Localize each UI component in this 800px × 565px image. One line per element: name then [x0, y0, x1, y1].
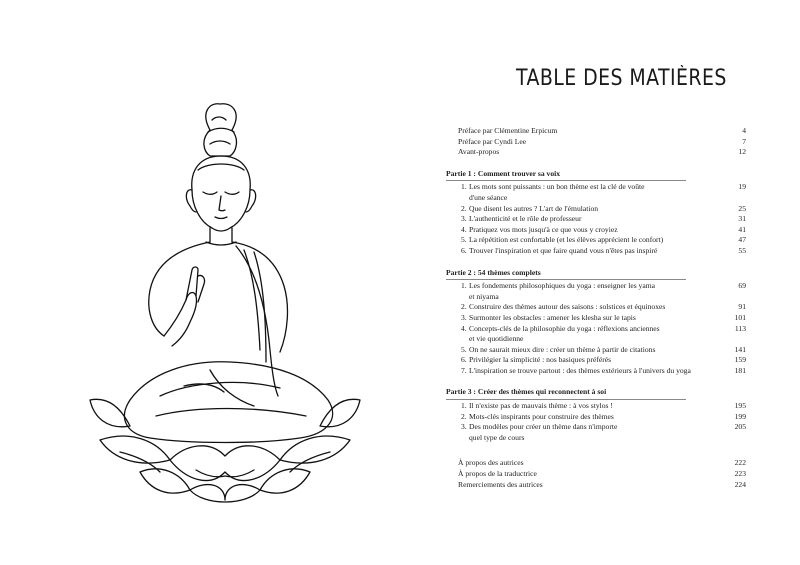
- page-title: TABLE DES MATIÈRES: [516, 66, 727, 91]
- toc-entry: 7. L'inspiration se trouve partout : des thèmes extérieurs à l'univers du yoga 181: [461, 365, 746, 375]
- toc-entry-continued: d'une séance: [469, 192, 508, 202]
- part-rule: [446, 399, 686, 400]
- part-heading: Partie 3 : Créer des thèmes qui reconnectent à soi: [446, 387, 607, 397]
- toc-entry: 6. Privilégier la simplicité : nos basiques préférés 159: [461, 355, 746, 365]
- toc-entry: 1. Les fondements philosophiques du yoga : enseigner les yama 69: [461, 281, 746, 291]
- toc-entry: 6. Trouver l'inspiration et que faire quand vous n'êtes pas inspiré 55: [461, 245, 746, 255]
- toc-entry-back: À propos de la traductrice 223: [458, 469, 746, 479]
- toc-entry-front: [446, 137, 746, 148]
- part-heading: Partie 1 : Comment trouver sa voix: [446, 168, 561, 178]
- entry-label: Préface par Clémentine Erpicum: [458, 126, 558, 135]
- toc-entry: 5. On ne saurait mieux dire : créer un thème à partir de citations 141: [461, 344, 746, 354]
- toc-entry: 3. L'authenticité et le rôle de professeur 31: [461, 214, 746, 224]
- toc-entry: 3. Des modèles pour créer un thème dans n'importe 205: [461, 422, 746, 432]
- part-rule: [446, 180, 686, 181]
- entry-label: Avant-propos: [458, 147, 500, 157]
- toc-entry: 1. Les mots sont puissants : un bon thème est la clé de voûte 19: [461, 182, 746, 192]
- toc-entry-front: [446, 126, 746, 137]
- toc-entry-front: [446, 147, 746, 158]
- toc-entry: 4. Concepts-clés de la philosophie du yoga : réflexions anciennes 113: [461, 323, 746, 333]
- toc-entry-continued: et vie quotidienne: [469, 334, 524, 344]
- entry-page: 4: [742, 126, 746, 135]
- entry-page: 12: [738, 147, 746, 157]
- toc-entry-continued: et niyama: [469, 291, 499, 301]
- toc-entry: 3. Surmonter les obstacles : amener les klesha sur le tapis 101: [461, 312, 746, 322]
- toc-entry: 4. Pratiquez vos mots jusqu'à ce que vous y croyiez 41: [461, 224, 746, 234]
- part-heading: Partie 2 : 54 thèmes complets: [446, 267, 541, 277]
- entry-page: 7: [742, 136, 746, 146]
- toc-entry: 2. Que disent les autres ? L'art de l'émulation 25: [461, 203, 746, 213]
- part-rule: [446, 279, 686, 280]
- meditating-buddha-illustration: [60, 100, 390, 510]
- toc-entry: 1. Il n'existe pas de mauvais thème : à vos stylos ! 195: [461, 401, 746, 411]
- toc-entry-back: Remerciements des autrices 224: [458, 479, 746, 489]
- toc-entry: 2. Mots-clés inspirants pour construire des thèmes 199: [461, 411, 746, 421]
- toc-entry: 2. Construire des thèmes autour des saisons : solstices et équinoxes 91: [461, 302, 746, 312]
- toc-entry-continued: quel type de cours: [469, 432, 525, 442]
- toc-entry-back: À propos des autrices 222: [458, 458, 746, 468]
- toc-entry: 5. La répétition est confortable (et les élèves apprécient le confort) 47: [461, 235, 746, 245]
- entry-label: Préface par Cyndi Lee: [458, 136, 527, 146]
- table-of-contents: [446, 126, 746, 490]
